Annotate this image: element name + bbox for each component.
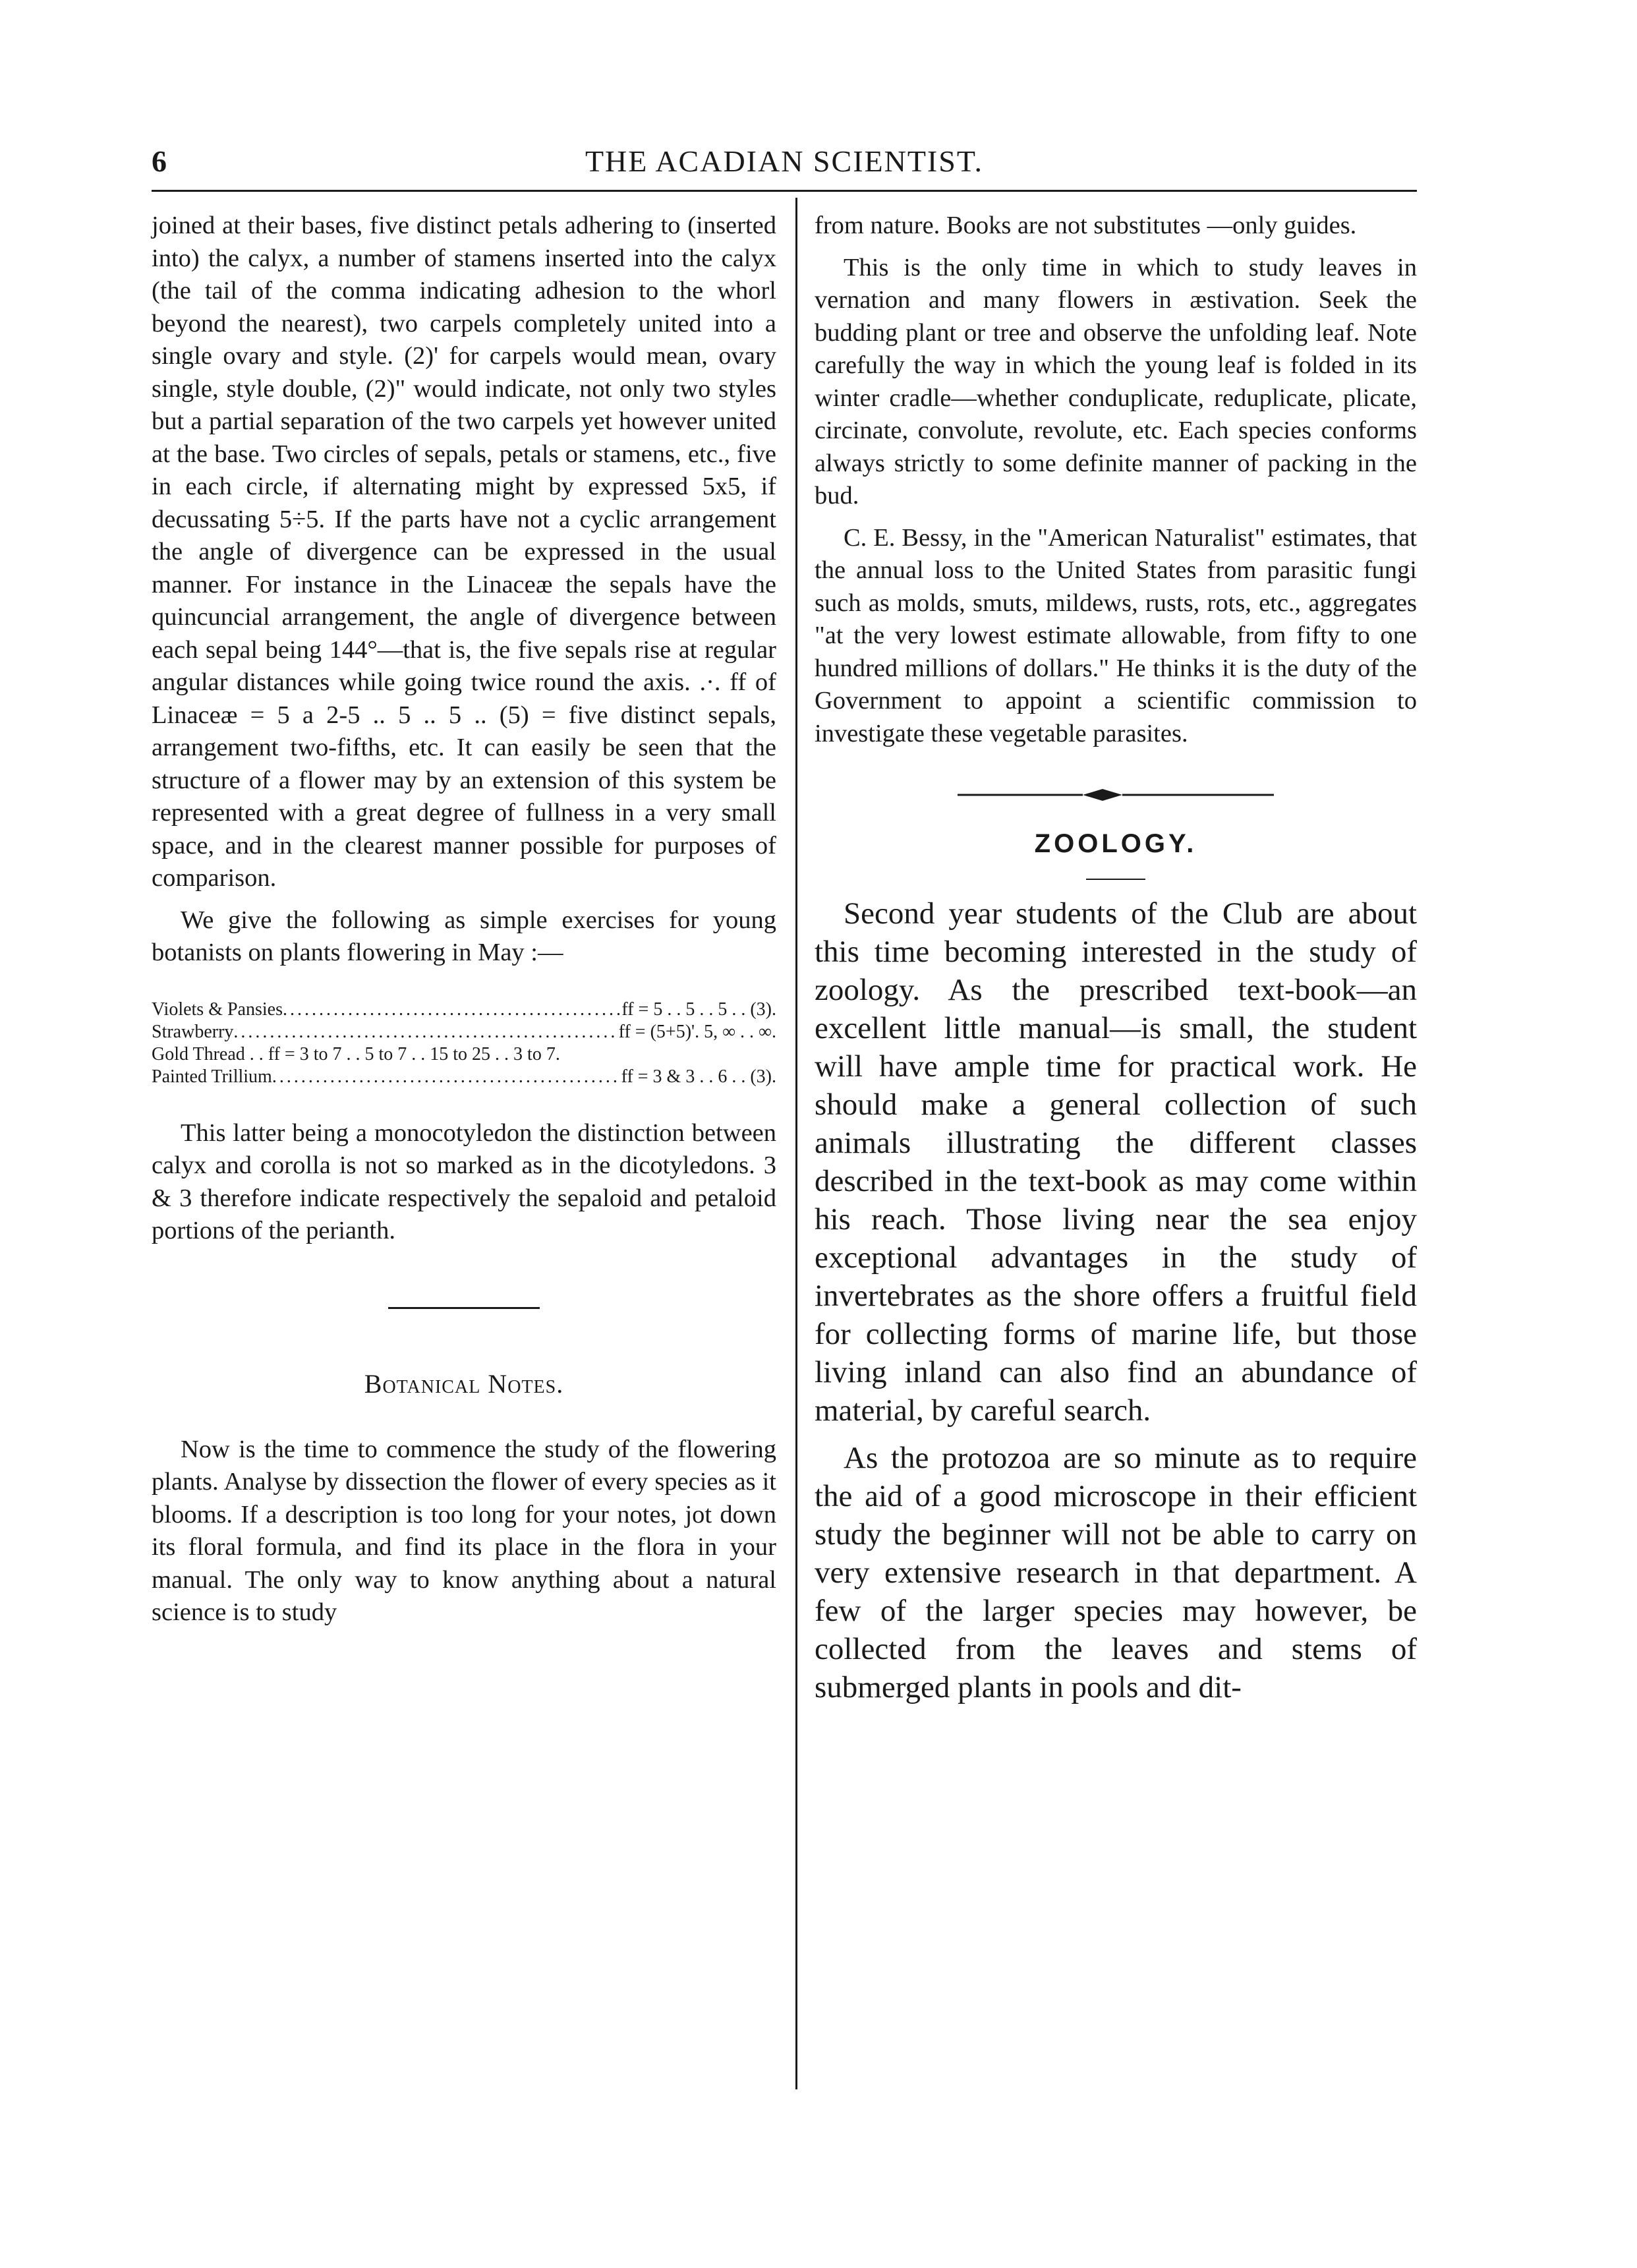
monocotyledon-paragraph: This latter being a monocotyledon the distinction between calyx and corolla is not so marked as in the dicotyledons. 3 & 3 therefore indicate respectively the sepaloid and petaloid portions of the perianth.	[152, 1119, 776, 1244]
left-column	[152, 210, 776, 1629]
section-title-botanical-notes: Botanical Notes.	[364, 1368, 564, 1399]
section-rule	[1086, 879, 1145, 880]
formula-row: Gold Thread . . ff = 3 to 7 . . 5 to 7 . . 15 to 25 . . 3 to 7.	[152, 1043, 560, 1064]
formula-row: Violets & Pansies ..... ff = 5 . . 5 . . 5 . . (3).	[152, 999, 776, 1021]
section-rule	[388, 1307, 540, 1309]
page-number: 6	[152, 144, 167, 178]
column-divider	[795, 198, 797, 2089]
formula-row: Painted Trillium ..... ff = 3 & 3 . . 6 . . (3).	[152, 1066, 776, 1088]
right-column	[815, 210, 1417, 1706]
zoology-paragraph: Second year students of the Club are about this time becoming interested in the study of zoology. As the prescribed text-book—an excellent little manual—is small, the student will have ample time for practical work. He should make a general collection of such animals illustrating the different classes described in the text-book as may come within his reach. Those living near the sea enjoy exceptional advantages in the study of invertebrates as the shore offers a fruitful field for collecting forms of marine life, but those living inland can also find an abundance of material, by careful search.	[815, 896, 1417, 1428]
header-rule	[152, 190, 1417, 192]
ornament-divider-icon	[951, 782, 1280, 808]
page-header	[152, 144, 1417, 183]
floral-formula-list	[152, 999, 776, 1088]
vernation-paragraph: This is the only time in which to study leaves in vernation and many flowers in æstivation. Seek the budding plant or tree and observe the unfolding leaf. Note carefully the way in which the young leaf is folded in its winter cradle—whether conduplicate, reduplicate, plicate, circinate, convolute, revolute, etc. Each species conforms always strictly to some definite manner of packing in the bud.	[815, 253, 1417, 509]
section-title-zoology: ZOOLOGY.	[1034, 829, 1197, 858]
formula-row: Strawberry ..... ff = (5+5)'. 5, ∞ . . ∞.	[152, 1021, 776, 1043]
floral-formula-paragraph: joined at their bases, five distinct petals adhering to (inserted into) the calyx, a number of stamens inserted into the calyx (the tail of the comma indicating adhesion to the whorl beyond the nearest), two carpels completely united into a single ovary and style. (2)' for carpels would mean, ovary single, style double, (2)" would indicate, not only two styles but a partial separation of the two carpels yet however united at the base. Two circles of sepals, petals or stamens, etc., five in each circle, if alternating might by expressed 5x5, if decussating 5÷5. If the parts have not a cyclic arrangement the angle of divergence can be expressed in the usual manner. For instance in the Linaceæ the sepals have the quincuncial arrangement, the angle of divergence between each sepal being 144°—that is, the five sepals rise at regular angular distances while going twice round the axis. .·. ff of Linaceæ = 5 a 2-5 .. 5 .. 5 .. (5) = five distinct sepals, arrangement two-fifths, etc. It can easily be seen that the structure of a flower may by an extension of this system be represented with a great degree of fullness in a very small space, and in the clearest manner possible for purposes of comparison.	[152, 212, 776, 892]
continuation-paragraph: from nature. Books are not substitutes —only guides.	[815, 212, 1357, 239]
exercises-intro-paragraph: We give the following as simple exercises for young botanists on plants flowering in May :—	[152, 906, 776, 966]
running-title: THE ACADIAN SCIENTIST.	[585, 144, 984, 178]
protozoa-paragraph: As the protozoa are so minute as to require the aid of a good microscope in their efficient study the beginner will not be able to carry on very extensive research in that department. A few of the larger species may however, be collected from the leaves and stems of submerged plants in pools and dit-	[815, 1441, 1417, 1704]
botanical-notes-paragraph: Now is the time to commence the study of the flowering plants. Analyse by dissection the flower of every species as it blooms. If a description is too long for your notes, jot down its floral formula, and find its place in the flora in your manual. The only way to know anything about a natural science is to study	[152, 1435, 776, 1626]
fungi-paragraph: C. E. Bessy, in the "American Naturalist" estimates, that the annual loss to the United States from parasitic fungi such as molds, smuts, mildews, rusts, rots, etc., aggregates "at the very lowest estimate allowable, from fifty to one hundred millions of dollars." He thinks it is the duty of the Government to appoint a scientific commission to investigate these vegetable parasites.	[815, 523, 1417, 747]
